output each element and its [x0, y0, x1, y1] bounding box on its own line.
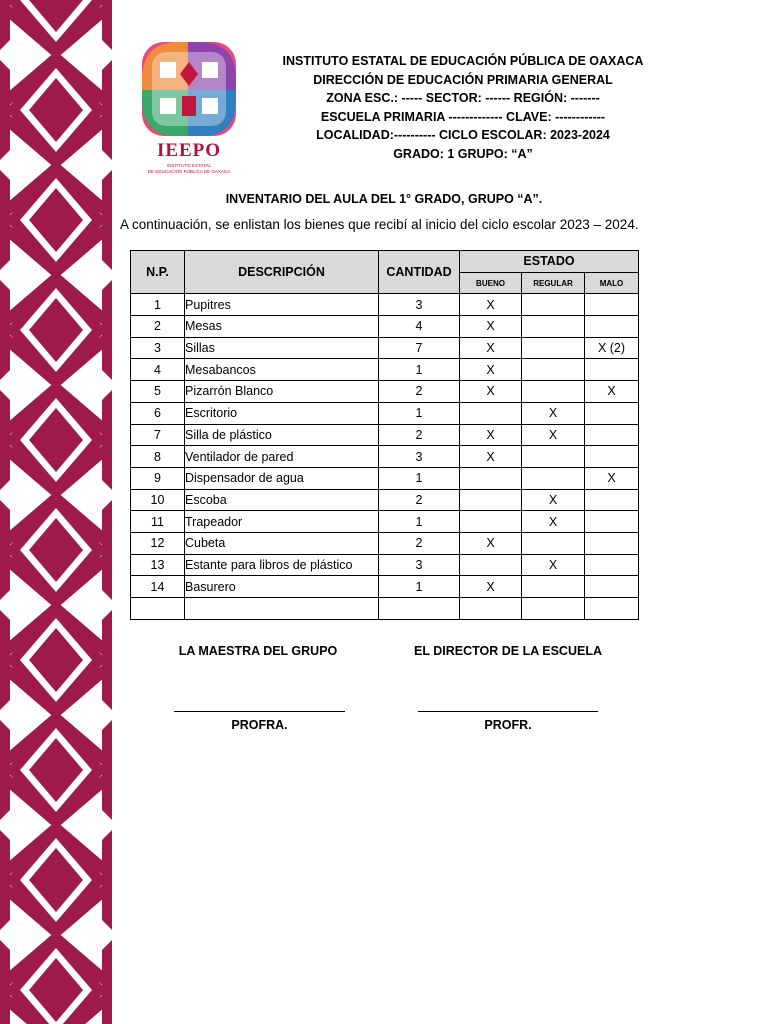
cell-np: 4 [131, 359, 185, 381]
teacher-title-label: PROFRA. [231, 718, 288, 732]
cell-description: Cubeta [185, 532, 379, 554]
cell-regular [522, 316, 585, 338]
cell-description: Escoba [185, 489, 379, 511]
cell-regular [522, 576, 585, 598]
cell-np: 11 [131, 511, 185, 533]
cell-np: 8 [131, 446, 185, 468]
cell-bueno: X [460, 294, 522, 316]
cell-bueno: X [460, 316, 522, 338]
header-institute: INSTITUTO ESTATAL DE EDUCACIÓN PÚBLICA DE OAXACA [282, 54, 644, 68]
cell-bueno [460, 511, 522, 533]
cell-malo [585, 554, 639, 576]
header-regular: REGULAR [522, 272, 585, 294]
cell-np: 14 [131, 576, 185, 598]
cell-regular [522, 446, 585, 468]
header-bueno: BUENO [460, 272, 522, 294]
table-row [131, 446, 639, 468]
cell-quantity: 3 [379, 446, 460, 468]
cell-quantity: 1 [379, 511, 460, 533]
cell-bueno: X [460, 576, 522, 598]
cell-malo [585, 424, 639, 446]
cell-regular: X [522, 402, 585, 424]
logo-subtitle-1: INSTITUTO ESTATAL [167, 163, 211, 168]
director-signature-title: EL DIRECTOR DE LA ESCUELA [414, 644, 602, 658]
cell-description: Pupitres [185, 294, 379, 316]
cell-description: Basurero [185, 576, 379, 598]
cell-regular [522, 532, 585, 554]
director-title-label: PROFR. [484, 718, 532, 732]
cell-malo [585, 511, 639, 533]
cell-bueno [460, 554, 522, 576]
logo-wordmark: IEEPO [156, 140, 222, 161]
cell-malo: X [585, 467, 639, 489]
cell-quantity: 2 [379, 381, 460, 403]
cell-description: Mesabancos [185, 359, 379, 381]
cell-quantity: 3 [379, 294, 460, 316]
table-row [131, 402, 639, 424]
header-quantity: CANTIDAD [379, 251, 460, 294]
cell-description: Silla de plástico [185, 424, 379, 446]
cell-np: 12 [131, 532, 185, 554]
border-side-right [102, 940, 112, 1024]
cell-bueno: X [460, 381, 522, 403]
cell-regular [522, 381, 585, 403]
table-row [131, 359, 639, 381]
inventory-table [130, 250, 639, 620]
cell-quantity: 1 [379, 576, 460, 598]
cell-malo: X [585, 381, 639, 403]
cell-np: 1 [131, 294, 185, 316]
cell-quantity: 1 [379, 359, 460, 381]
table-row [131, 598, 639, 620]
cell-regular [522, 467, 585, 489]
cell-description [185, 598, 379, 620]
cell-regular: X [522, 489, 585, 511]
cell-malo [585, 532, 639, 554]
logo-subtitle-2: DE EDUCACIÓN PÚBLICA DE OAXACA [147, 169, 231, 174]
table-row [131, 294, 639, 316]
cell-regular [522, 337, 585, 359]
cell-malo [585, 402, 639, 424]
cell-description: Estante para libros de plástico [185, 554, 379, 576]
header-np: N.P. [131, 251, 185, 294]
cell-np: 6 [131, 402, 185, 424]
decorative-border [0, 0, 112, 1024]
cell-malo [585, 576, 639, 598]
cell-np: 9 [131, 467, 185, 489]
cell-regular [522, 598, 585, 620]
cell-description: Pizarrón Blanco [185, 381, 379, 403]
cell-description: Mesas [185, 316, 379, 338]
teacher-signature-title: LA MAESTRA DEL GRUPO [178, 644, 338, 658]
cell-malo [585, 294, 639, 316]
cell-malo [585, 489, 639, 511]
header-school: ESCUELA PRIMARIA ------------- CLAVE: ------------ [320, 109, 606, 124]
cell-malo [585, 316, 639, 338]
cell-bueno: X [460, 337, 522, 359]
cell-malo [585, 446, 639, 468]
table-row [131, 532, 639, 554]
border-side-left [0, 940, 10, 1024]
cell-description: Dispensador de agua [185, 467, 379, 489]
table-row [131, 467, 639, 489]
cell-quantity: 3 [379, 554, 460, 576]
cell-np: 7 [131, 424, 185, 446]
header-description: DESCRIPCIÓN [185, 251, 379, 294]
cell-bueno [460, 598, 522, 620]
cell-quantity: 7 [379, 337, 460, 359]
header-estado: ESTADO [460, 251, 639, 273]
header-grade: GRADO: 1 GRUPO: “A” [393, 146, 533, 161]
cell-description: Sillas [185, 337, 379, 359]
cell-malo: X (2) [585, 337, 639, 359]
cell-description: Trapeador [185, 511, 379, 533]
cell-np: 3 [131, 337, 185, 359]
cell-bueno [460, 402, 522, 424]
cell-quantity: 1 [379, 402, 460, 424]
cell-np: 5 [131, 381, 185, 403]
cell-description: Escritorio [185, 402, 379, 424]
table-row [131, 489, 639, 511]
ieepo-logo [138, 40, 240, 180]
cell-malo [585, 598, 639, 620]
cell-regular [522, 359, 585, 381]
intro-text: A continuación, se enlistan los bienes que recibí al inicio del ciclo escolar 2023 – 2024. [120, 217, 639, 232]
cell-bueno: X [460, 359, 522, 381]
header-malo: MALO [585, 272, 639, 294]
header-locality: LOCALIDAD:---------- CICLO ESCOLAR: 2023-2024 [316, 128, 610, 142]
cell-regular: X [522, 511, 585, 533]
cell-quantity: 2 [379, 424, 460, 446]
table-row [131, 337, 639, 359]
cell-quantity: 2 [379, 489, 460, 511]
cell-quantity: 2 [379, 532, 460, 554]
document-header [258, 52, 668, 163]
document-title: INVENTARIO DEL AULA DEL 1° GRADO, GRUPO “A”. [225, 192, 543, 206]
cell-regular [522, 294, 585, 316]
cell-bueno: X [460, 446, 522, 468]
director-signature-line [418, 711, 598, 712]
cell-np: 10 [131, 489, 185, 511]
cell-np: 2 [131, 316, 185, 338]
cell-quantity [379, 598, 460, 620]
cell-np: 13 [131, 554, 185, 576]
header-direction: DIRECCIÓN DE EDUCACIÓN PRIMARIA GENERAL [313, 72, 613, 87]
table-row [131, 576, 639, 598]
cell-bueno [460, 489, 522, 511]
table-row [131, 381, 639, 403]
table-row [131, 554, 639, 576]
cell-quantity: 4 [379, 316, 460, 338]
table-row [131, 511, 639, 533]
cell-regular: X [522, 554, 585, 576]
cell-description: Ventilador de pared [185, 446, 379, 468]
cell-bueno: X [460, 424, 522, 446]
cell-malo [585, 359, 639, 381]
table-row [131, 316, 639, 338]
cell-bueno [460, 467, 522, 489]
header-zone: ZONA ESC.: ----- SECTOR: ------ REGIÓN: ------- [326, 91, 600, 105]
teacher-signature-line [174, 711, 345, 712]
cell-bueno: X [460, 532, 522, 554]
cell-np [131, 598, 185, 620]
cell-regular: X [522, 424, 585, 446]
table-row [131, 424, 639, 446]
cell-quantity: 1 [379, 467, 460, 489]
